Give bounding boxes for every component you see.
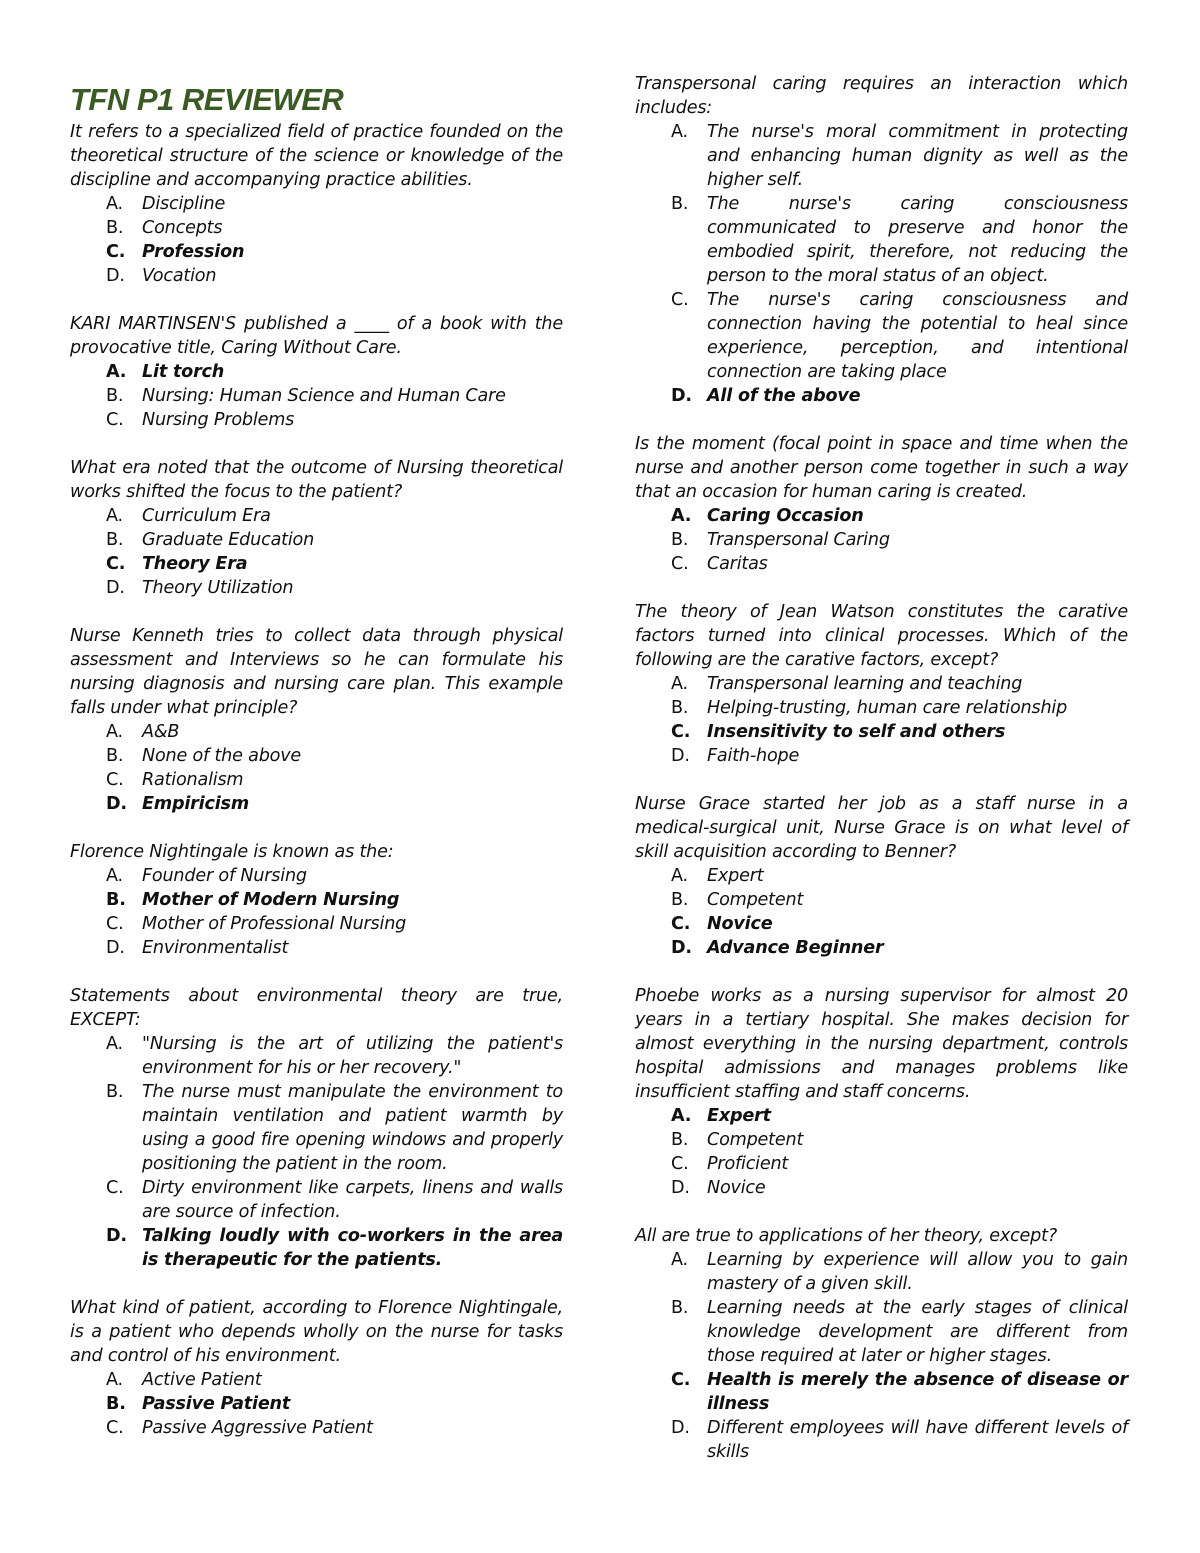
- answer-option: [635, 888, 1128, 912]
- option-text: "Nursing is the art of utilizing the patient's environment for his or her recovery.": [142, 1034, 563, 1078]
- options-list: [70, 1032, 563, 1272]
- option-text: The nurse's caring consciousness and connection having the potential to heal since experience, perception, and intentional connection are taking place: [707, 290, 1128, 382]
- option-text: Passive Aggressive Patient: [142, 1418, 373, 1438]
- answer-option: [635, 1128, 1128, 1152]
- answer-option-correct: [635, 1368, 1128, 1416]
- options-list: [635, 672, 1128, 768]
- question-text: It refers to a specialized field of practice founded on the theoretical structure of the science or knowledge of the discipline and accompanying practice abilities.: [70, 122, 563, 190]
- option-text: Lit torch: [142, 362, 225, 382]
- option-letter: D.: [106, 794, 127, 814]
- answer-option: [635, 120, 1128, 192]
- answer-option: [70, 936, 563, 960]
- answer-option: [635, 528, 1128, 552]
- option-letter: B.: [671, 1298, 689, 1318]
- option-text: Novice: [707, 914, 773, 934]
- option-text: Nursing Problems: [142, 410, 295, 430]
- option-letter: B.: [106, 218, 124, 238]
- question-text: All are true to applications of her theory, except?: [635, 1226, 1057, 1246]
- option-text: Environmentalist: [142, 938, 289, 958]
- question-text: What era noted that the outcome of Nursing theoretical works shifted the focus to the patient?: [70, 458, 563, 502]
- option-letter: B.: [106, 746, 124, 766]
- option-letter: C.: [671, 914, 691, 934]
- option-text: Concepts: [142, 218, 223, 238]
- option-text: Passive Patient: [142, 1394, 291, 1414]
- answer-option: [635, 1416, 1128, 1464]
- question-text: Nurse Kenneth tries to collect data through physical assessment and Interviews so he can formulate his nursing diagnosis and nursing care plan. This example falls under what principle?: [70, 626, 563, 718]
- answer-option: [70, 744, 563, 768]
- option-letter: D.: [671, 938, 692, 958]
- question-text: The theory of Jean Watson constitutes the carative factors turned into clinical processes. Which of the following are the carative factors, except?: [635, 602, 1128, 670]
- answer-option-correct: [635, 720, 1128, 744]
- answer-option: [70, 528, 563, 552]
- answer-option: [70, 1080, 563, 1176]
- question-text: Florence Nightingale is known as the:: [70, 842, 394, 862]
- option-letter: D.: [671, 1178, 690, 1198]
- answer-option: [70, 576, 563, 600]
- options-list: [70, 1368, 563, 1440]
- option-letter: D.: [106, 578, 125, 598]
- option-letter: C.: [671, 554, 689, 574]
- right-column: [635, 72, 1128, 1488]
- answer-option: [70, 408, 563, 432]
- option-text: Profession: [142, 242, 245, 262]
- option-letter: C.: [106, 1418, 124, 1438]
- options-list: [70, 720, 563, 816]
- option-letter: B.: [671, 1130, 689, 1150]
- option-text: All of the above: [707, 386, 861, 406]
- answer-option: [70, 216, 563, 240]
- question-block: [70, 624, 563, 816]
- options-list: [635, 864, 1128, 960]
- option-letter: B.: [106, 1394, 126, 1414]
- question-block: [635, 984, 1128, 1200]
- option-letter: A.: [671, 1106, 692, 1126]
- answer-option: [70, 1176, 563, 1224]
- option-text: Talking loudly with co-workers in the area is therapeutic for the patients.: [142, 1226, 563, 1270]
- option-text: Nursing: Human Science and Human Care: [142, 386, 506, 406]
- option-text: Curriculum Era: [142, 506, 271, 526]
- answer-option: [635, 864, 1128, 888]
- option-letter: A.: [106, 362, 127, 382]
- question-block: [635, 792, 1128, 960]
- answer-option: [635, 744, 1128, 768]
- option-letter: A.: [106, 194, 123, 214]
- answer-option: [635, 1176, 1128, 1200]
- option-text: Dirty environment like carpets, linens and walls are source of infection.: [142, 1178, 563, 1222]
- answer-option: [70, 192, 563, 216]
- answer-option: [635, 1248, 1128, 1296]
- question-block: [635, 600, 1128, 768]
- option-text: Transpersonal Caring: [707, 530, 890, 550]
- option-letter: A.: [671, 506, 692, 526]
- answer-option-correct: [70, 1224, 563, 1272]
- answer-option: [635, 696, 1128, 720]
- option-text: Helping-trusting, human care relationship: [707, 698, 1068, 718]
- option-letter: B.: [106, 1082, 124, 1102]
- options-list: [70, 864, 563, 960]
- options-list: [635, 1104, 1128, 1200]
- answer-option: [70, 384, 563, 408]
- question-block: [635, 432, 1128, 576]
- option-letter: C.: [671, 1370, 691, 1390]
- option-letter: D.: [106, 266, 125, 286]
- option-text: Expert: [707, 1106, 771, 1126]
- option-text: The nurse's caring consciousness communicated to preserve and honor the embodied spirit, therefore, not reducing the person to the moral status of an object.: [707, 194, 1128, 286]
- answer-option: [70, 1032, 563, 1080]
- question-text: KARI MARTINSEN'S published a ____ of a book with the provocative title, Caring Without Care.: [70, 314, 563, 358]
- option-letter: A.: [106, 866, 123, 886]
- option-letter: C.: [671, 290, 689, 310]
- answer-option-correct: [635, 504, 1128, 528]
- option-text: Graduate Education: [142, 530, 315, 550]
- option-text: Founder of Nursing: [142, 866, 307, 886]
- option-text: Caritas: [707, 554, 768, 574]
- answer-option-correct: [635, 912, 1128, 936]
- option-letter: B.: [106, 890, 126, 910]
- option-letter: B.: [106, 530, 124, 550]
- option-text: The nurse's moral commitment in protecting and enhancing human dignity as well as the higher self.: [707, 122, 1128, 190]
- option-letter: A.: [671, 866, 688, 886]
- option-text: Learning by experience will allow you to gain mastery of a given skill.: [707, 1250, 1128, 1294]
- option-letter: D.: [106, 938, 125, 958]
- answer-option-correct: [635, 1104, 1128, 1128]
- answer-option: [70, 912, 563, 936]
- answer-option: [635, 1296, 1128, 1368]
- option-letter: A.: [671, 1250, 688, 1270]
- answer-option: [70, 264, 563, 288]
- answer-option-correct: [635, 936, 1128, 960]
- option-text: Expert: [707, 866, 764, 886]
- option-text: A&B: [142, 722, 180, 742]
- option-text: Faith-hope: [707, 746, 800, 766]
- option-letter: C.: [106, 914, 124, 934]
- option-letter: C.: [106, 554, 126, 574]
- option-text: Caring Occasion: [707, 506, 864, 526]
- option-text: Theory Era: [142, 554, 248, 574]
- answer-option-correct: [70, 240, 563, 264]
- option-text: Health is merely the absence of disease or illness: [707, 1370, 1128, 1414]
- answer-option: [635, 672, 1128, 696]
- answer-option: [70, 768, 563, 792]
- option-letter: A.: [671, 122, 688, 142]
- answer-option-correct: [635, 384, 1128, 408]
- option-text: Vocation: [142, 266, 217, 286]
- answer-option: [70, 1416, 563, 1440]
- option-text: Rationalism: [142, 770, 244, 790]
- option-letter: A.: [106, 1370, 123, 1390]
- option-letter: B.: [671, 530, 689, 550]
- option-text: Active Patient: [142, 1370, 262, 1390]
- option-letter: C.: [106, 1178, 124, 1198]
- option-letter: C.: [106, 410, 124, 430]
- option-letter: D.: [671, 386, 692, 406]
- options-list: [70, 192, 563, 288]
- answer-option: [635, 552, 1128, 576]
- question-block: [70, 840, 563, 960]
- option-text: Different employees will have different levels of skills: [707, 1418, 1128, 1462]
- answer-option: [70, 720, 563, 744]
- options-list: [70, 360, 563, 432]
- question-text: Transpersonal caring requires an interaction which includes:: [635, 74, 1128, 118]
- answer-option-correct: [70, 1392, 563, 1416]
- option-text: Empiricism: [142, 794, 249, 814]
- page-title: TFN P1 REVIEWER: [70, 82, 344, 117]
- question-block: [70, 1296, 563, 1440]
- question-block: [635, 72, 1128, 408]
- options-list: [635, 504, 1128, 576]
- option-text: Mother of Professional Nursing: [142, 914, 407, 934]
- option-letter: B.: [671, 194, 689, 214]
- option-letter: A.: [106, 1034, 123, 1054]
- option-text: Proficient: [707, 1154, 789, 1174]
- left-column: [70, 72, 563, 1464]
- option-letter: B.: [106, 386, 124, 406]
- question-text: What kind of patient, according to Florence Nightingale, is a patient who depends wholly on the nurse for tasks and control of his environment.: [70, 1298, 563, 1366]
- option-letter: A.: [671, 674, 688, 694]
- question-text: Nurse Grace started her job as a staff nurse in a medical-surgical unit, Nurse Grace is on what level of skill acquisition according to Benner?: [635, 794, 1128, 862]
- option-letter: C.: [106, 242, 126, 262]
- option-text: Competent: [707, 890, 804, 910]
- option-text: Transpersonal learning and teaching: [707, 674, 1023, 694]
- option-text: Discipline: [142, 194, 226, 214]
- options-list: [635, 1248, 1128, 1464]
- option-text: Learning needs at the early stages of clinical knowledge development are different from those required at later or higher stages.: [707, 1298, 1128, 1366]
- answer-option-correct: [70, 552, 563, 576]
- option-text: The nurse must manipulate the environment to maintain ventilation and patient warmth by using a good fire opening windows and properly positioning the patient in the room.: [142, 1082, 563, 1174]
- option-letter: B.: [671, 890, 689, 910]
- option-letter: D.: [671, 746, 690, 766]
- answer-option: [635, 288, 1128, 384]
- question-text: Is the moment (focal point in space and time when the nurse and another person come together in such a way that an occasion for human caring is created.: [635, 434, 1128, 502]
- option-text: Competent: [707, 1130, 804, 1150]
- question-block: [70, 984, 563, 1272]
- option-text: Theory Utilization: [142, 578, 294, 598]
- option-letter: B.: [671, 698, 689, 718]
- option-letter: C.: [106, 770, 124, 790]
- question-block: [70, 456, 563, 600]
- answer-option-correct: [70, 888, 563, 912]
- option-text: Mother of Modern Nursing: [142, 890, 400, 910]
- answer-option-correct: [70, 792, 563, 816]
- options-list: [70, 504, 563, 600]
- answer-option: [635, 192, 1128, 288]
- question-block: [70, 312, 563, 432]
- option-letter: C.: [671, 1154, 689, 1174]
- option-text: Advance Beginner: [707, 938, 884, 958]
- option-text: None of the above: [142, 746, 302, 766]
- option-letter: D.: [671, 1418, 690, 1438]
- option-text: Novice: [707, 1178, 766, 1198]
- question-block: [70, 120, 563, 288]
- answer-option: [70, 504, 563, 528]
- option-text: Insensitivity to self and others: [707, 722, 1006, 742]
- answer-option: [70, 864, 563, 888]
- answer-option: [70, 1368, 563, 1392]
- options-list: [635, 120, 1128, 408]
- question-text: Statements about environmental theory are true, EXCEPT:: [70, 986, 563, 1030]
- question-block: [635, 1224, 1128, 1464]
- answer-option-correct: [70, 360, 563, 384]
- option-letter: A.: [106, 722, 123, 742]
- answer-option: [635, 1152, 1128, 1176]
- option-letter: D.: [106, 1226, 127, 1246]
- option-letter: A.: [106, 506, 123, 526]
- option-letter: C.: [671, 722, 691, 742]
- question-text: Phoebe works as a nursing supervisor for almost 20 years in a tertiary hospital. She makes decision for almost everything in the nursing department, controls hospital admissions and manages problems like insufficient staffing and staff concerns.: [635, 986, 1128, 1102]
